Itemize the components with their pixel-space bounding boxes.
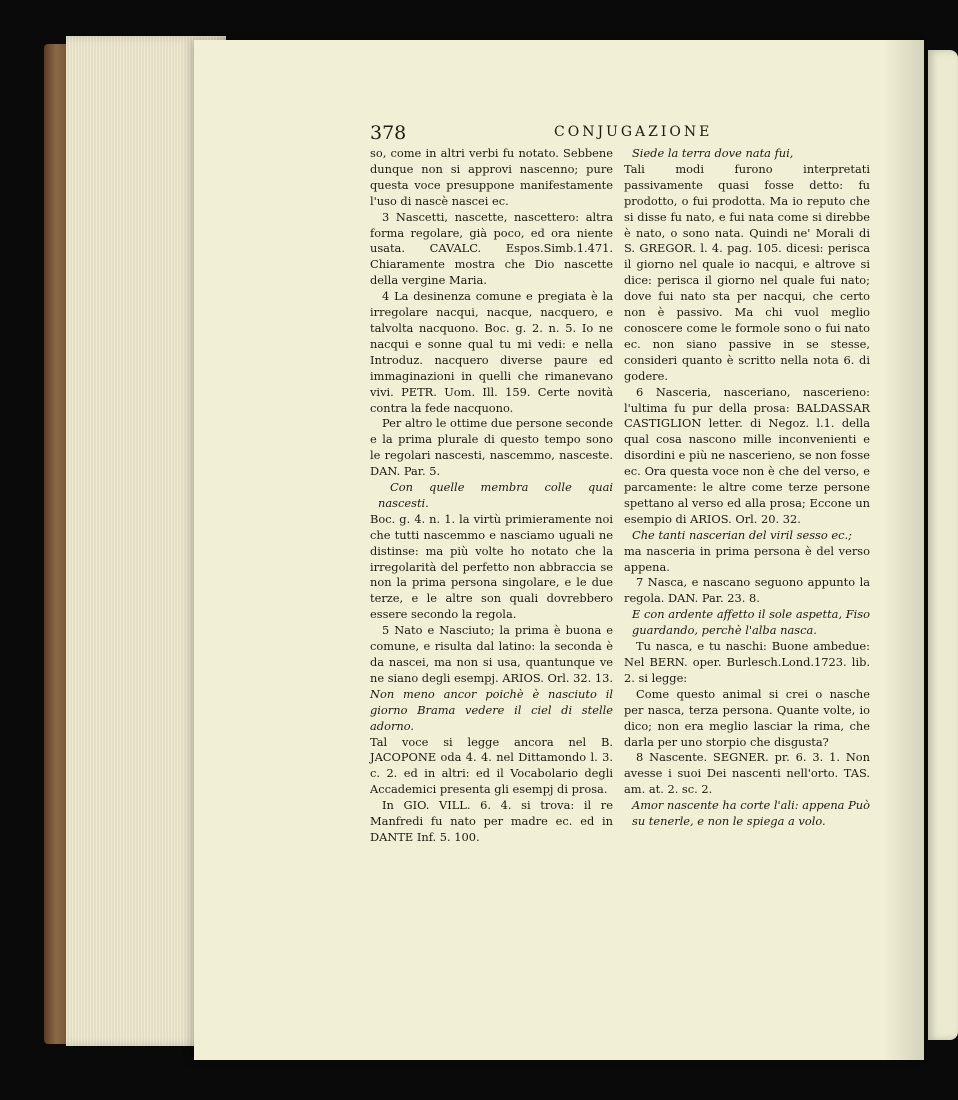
paragraph: Boc. g. 4. n. 1. la virtù primieramente noi che tutti nascemmo e nasciamo uguali ne distinse: ma più volte ho notato che la irregolarità del perfetto non abbraccia se non la prima persona singolare, e le due terze, e le altre son quali dovrebbero essere secondo la regola. bbox=[370, 511, 613, 622]
page-header bbox=[194, 122, 924, 146]
paragraph: 3 Nascetti, nascette, nascettero: altra forma regolare, già poco, ed ora niente usata. CAVALC. Espos.Simb.1.471. Chiaramente mostra che Dio nascette della vergine Maria. bbox=[370, 209, 613, 288]
page-number: 378 bbox=[370, 122, 407, 144]
verse-quote: Amor nascente ha corte l'ali: appena Può su tenerle, e non le spiega a volo. bbox=[632, 798, 870, 829]
verse-quote: Con quelle membra colle quai nascesti. bbox=[378, 480, 613, 510]
right-column bbox=[624, 146, 870, 830]
verse-quote: Che tanti nascerian del viril sesso ec.; bbox=[632, 527, 852, 542]
paragraph: Come questo animal si crei o nasche per nasca, terza persona. Quante volte, io dico; non era meglio lasciar la rima, che darla per uno storpio che disgusta? bbox=[624, 686, 870, 749]
running-title: CONJUGAZIONE bbox=[554, 124, 713, 140]
paragraph: 4 La desinenza comune e pregiata è la irregolare nacqui, nacque, nacquero, e talvolta nacquono. Boc. g. 2. n. 5. Io ne nacqui e sonne qual tu mi vedi: e nella Introduz. nacquero diverse paure ed immaginazioni in quelli che rimanevano vivi. PETR. Uom. Ill. 159. Certe novità contra la fede nacquono. bbox=[370, 289, 613, 415]
facing-page-edge bbox=[928, 50, 958, 1040]
paragraph: Tal voce si legge ancora nel B. JACOPONE oda 4. 4. nel Dittamondo l. 3. c. 2. ed in altri: ed il Vocabolario degli Accademici presenta gli esempj di prosa. bbox=[370, 734, 613, 797]
verse-quote: Siede la terra dove nata fui, bbox=[632, 146, 794, 160]
paragraph: 5 Nato e Nasciuto; la prima è buona e comune, e risulta dal latino: la seconda è da nascei, ma non si usa, quantunque ve ne siano degli esempj. ARIOS. Orl. 32. 13. bbox=[370, 623, 614, 685]
paragraph: Tali modi furono interpretati passivamente quasi fosse detto: fu prodotto, o fui prodotta. Ma io reputo che si disse fu nato, e fui nata come si direbbe è nato, o sono nata. Quindi ne' Morali di S. GREGOR. l. 4. pag. 105. dicesi: perisca il giorno nel quale io nacqui, e altrove si dice: perisca il giorno nel quale fui nato; dove fui nato sta per nacqui, che certo non è passivo. Ma chi vuol meglio conoscere come le formole sono o fui nato ec. non siano passive in se stesse, consideri quanto è scritto nella nota 6. di godere. bbox=[624, 161, 870, 383]
paragraph: Per altro le ottime due persone seconde e la prima plurale di questo tempo sono le regolari nascesti, nascemmo, nasceste. DAN. Par. 5. bbox=[370, 416, 613, 479]
paragraph: 7 Nasca, e nascano seguono appunto la regola. DAN. Par. 23. 8. bbox=[624, 575, 870, 606]
left-column bbox=[370, 146, 613, 846]
verse-quote: E con ardente affetto il sole aspetta, Fiso guardando, perchè l'alba nasca. bbox=[632, 607, 870, 638]
paragraph: ma nasceria in prima persona è del verso appena. bbox=[624, 543, 870, 574]
book-page bbox=[194, 40, 924, 1060]
paragraph: In GIO. VILL. 6. 4. si trova: il re Manfredi fu nato per madre ec. ed in DANTE Inf. 5. 100. bbox=[370, 798, 613, 844]
verse-quote: Non meno ancor poichè è nasciuto il giorno Brama vedere il ciel di stelle adorno. bbox=[370, 686, 613, 733]
paragraph: 6 Nasceria, nasceriano, nascerieno: l'ultima fu pur della prosa: BALDASSAR CASTIGLION letter. di Negoz. l.1. della qual cosa nascono mille inconvenienti e disordini e più ne nascerieno, se non fosse ec. Ora questa voce non è che del verso, e parcamente: le altre come terze persone spettano al verso ed alla prosa; Eccone un esempio di ARIOS. Orl. 20. 32. bbox=[624, 384, 870, 526]
paragraph: 8 Nascente. SEGNER. pr. 6. 3. 1. Non avesse i suoi Dei nascenti nell'orto. TAS. am. at. 2. sc. 2. bbox=[624, 750, 870, 797]
book bbox=[44, 36, 958, 1066]
paragraph: Tu nasca, e tu naschi: Buone ambedue: Nel BERN. oper. Burlesch.Lond.1723. lib. 2. si legge: bbox=[624, 639, 870, 685]
paragraph: so, come in altri verbi fu notato. Sebbene dunque non si approvi nascenno; pure questa voce presuppone manifestamente l'uso di nascè nascei ec. bbox=[370, 146, 613, 208]
